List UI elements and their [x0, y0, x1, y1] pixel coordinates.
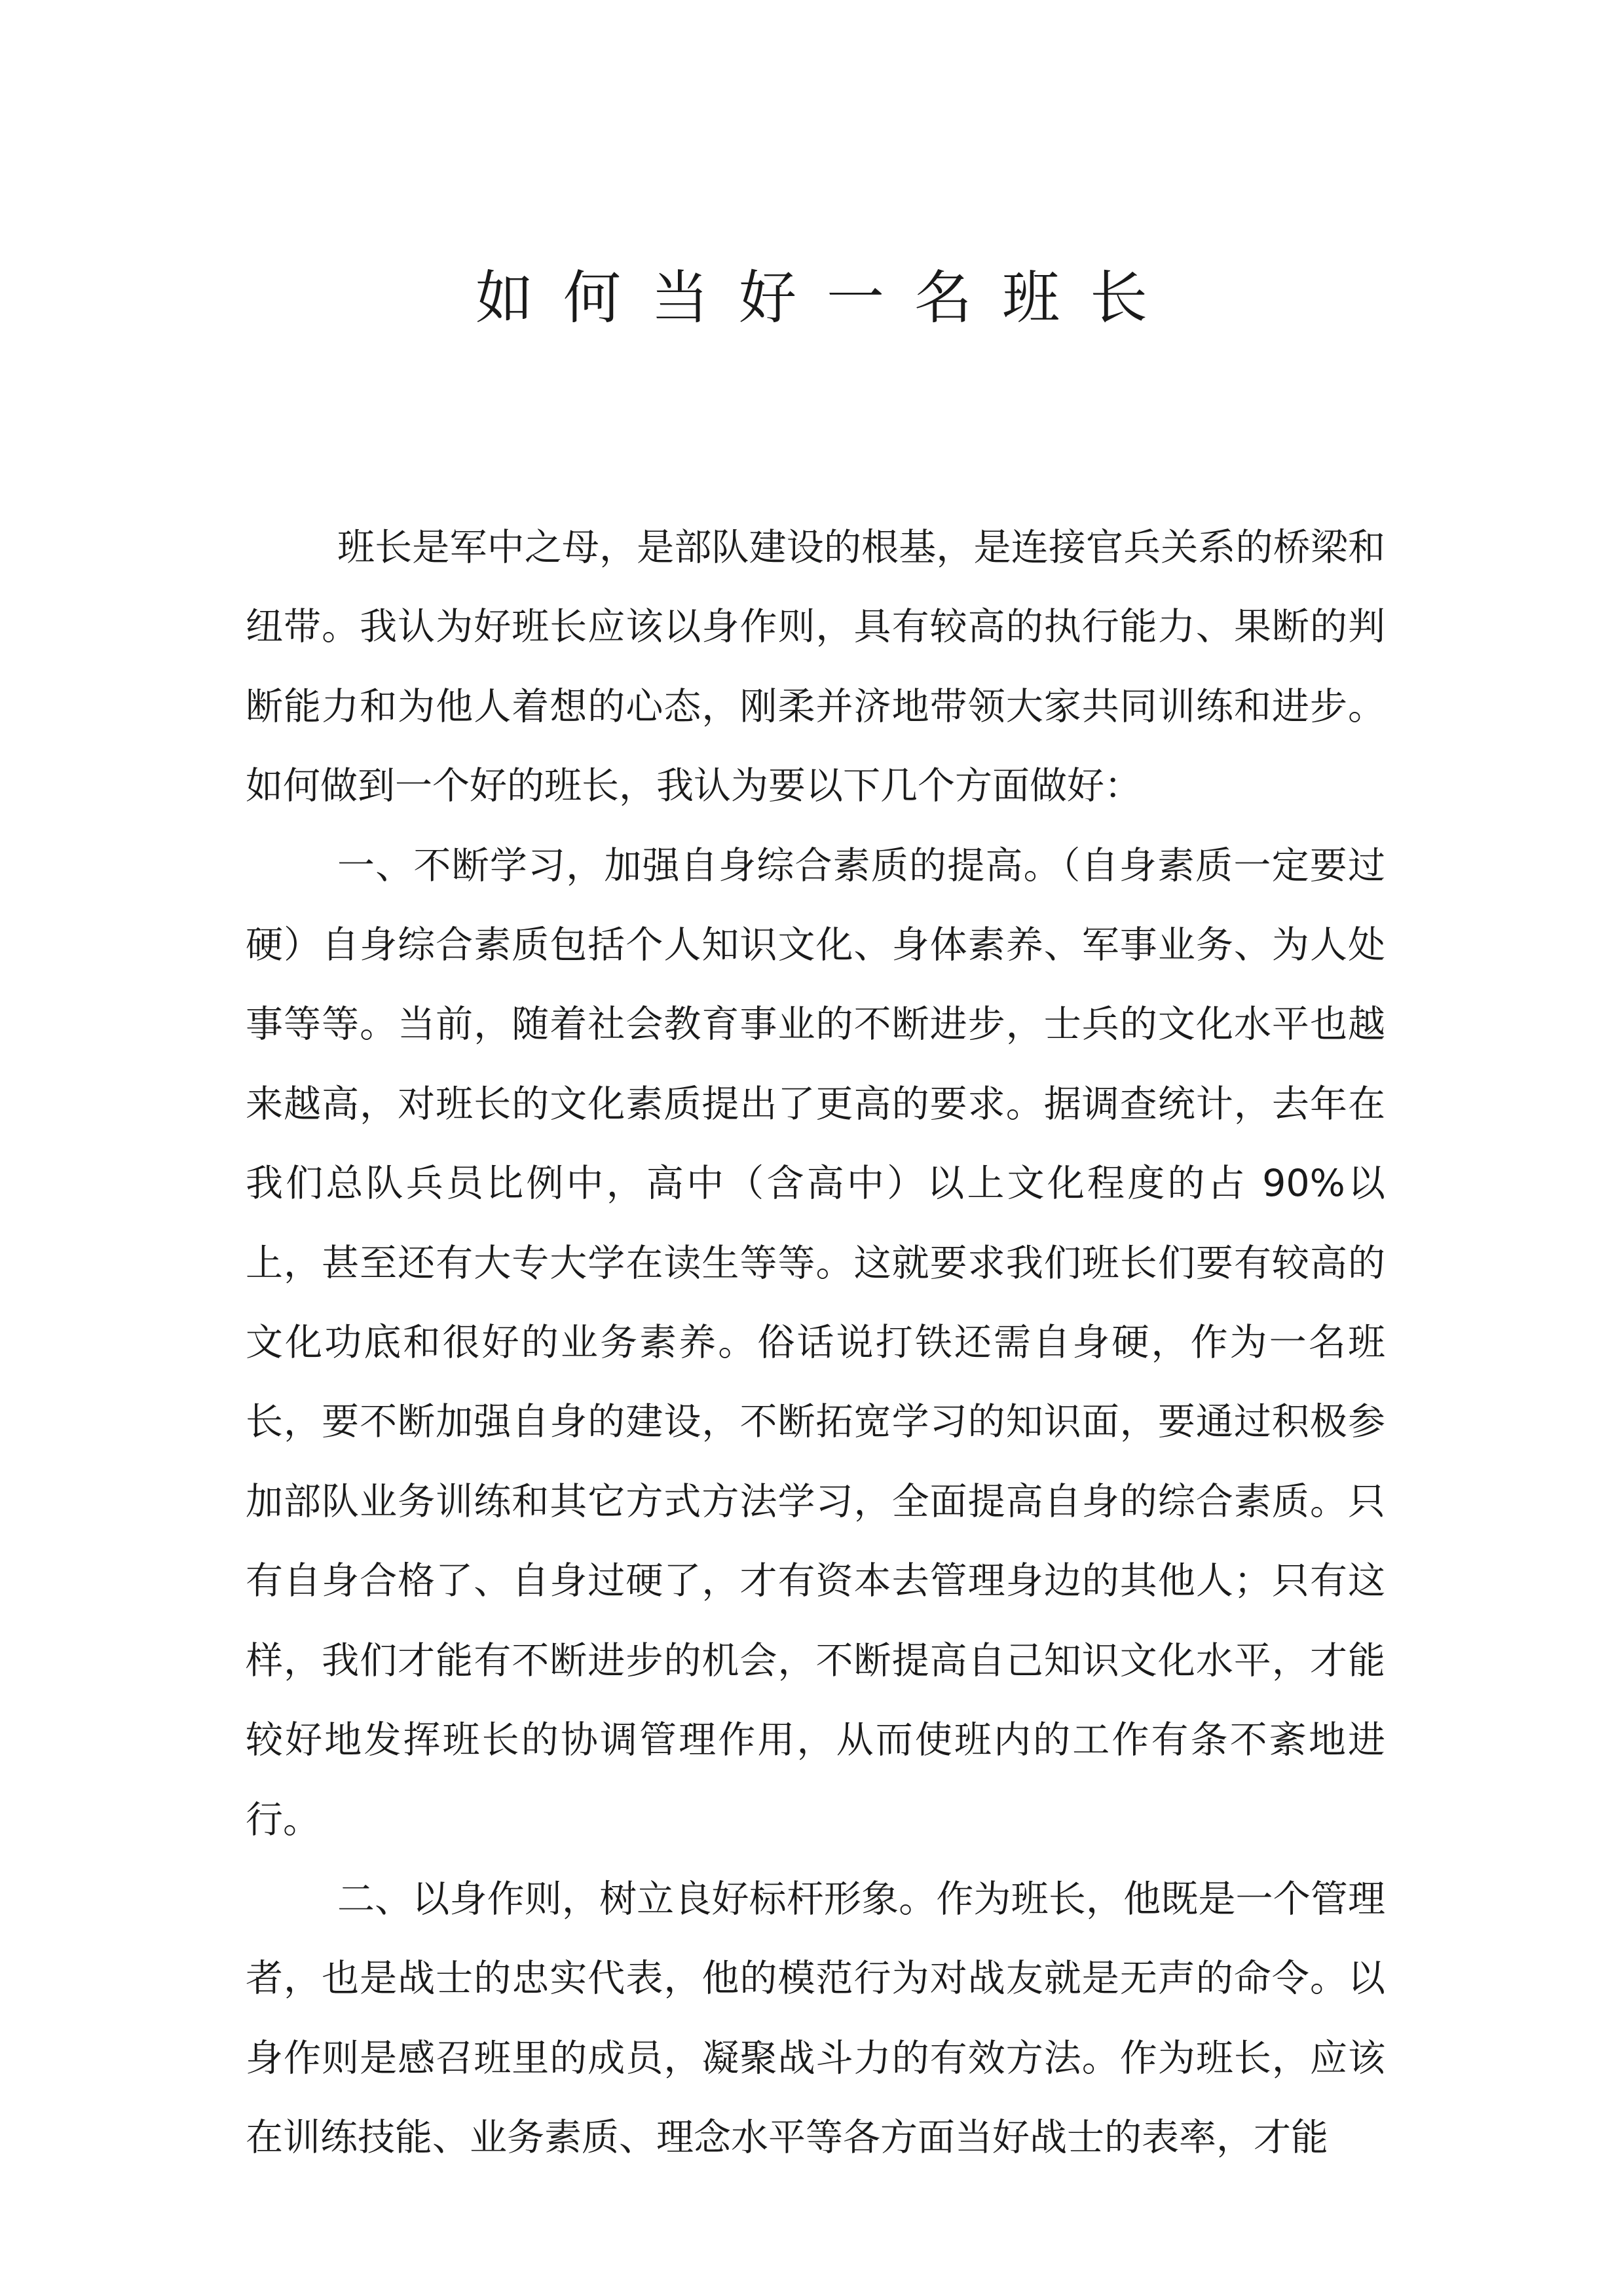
paragraph-intro: 班长是军中之母，是部队建设的根基，是连接官兵关系的桥梁和纽带。我认为好班长应该以身作则，具有较高的执行能力、果断的判断能力和为他人着想的心态，刚柔并济地带领大家共同训练和进步。如何做到一个好的班长，我认为要以下几个方面做好：	[246, 526, 1385, 808]
paragraph-point-one: 一、不断学习，加强自身综合素质的提高。（自身素质一定要过硬）自身综合素质包括个人知识文化、身体素养、军事业务、为人处事等等。当前，随着社会教育事业的不断进步，士兵的文化水平也越来越高，对班长的文化素质提出了更高的要求。据调查统计，去年在我们总队兵员比例中，高中（含高中）以上文化程度的占 90%以上，甚至还有大专大学在读生等等。这就要求我们班长们要有较高的文化功底和很好的业务素养。俗话说打铁还需自身硬，作为一名班长，要不断加强自身的建设，不断拓宽学习的知识面，要通过积极参加部队业务训练和其它方式方法学习，全面提高自身的综合素质。只有自身合格了、自身过硬了，才有资本去管理身边的其他人；只有这样，我们才能有不断进步的机会，不断提高自己知识文化水平，才能较好地发挥班长的协调管理作用，从而使班内的工作有条不紊地进行。	[246, 843, 1385, 1842]
paragraph-point-two: 二、以身作则，树立良好标杆形象。作为班长，他既是一个管理者，也是战士的忠实代表，他的模范行为对战友就是无声的命令。以身作则是感召班里的成员，凝聚战斗力的有效方法。作为班长，应该在训练技能、业务素质、理念水平等各方面当好战士的表率，才能	[246, 1877, 1385, 2160]
page-title: 如何当好一名班长	[475, 264, 1178, 331]
document-body	[246, 508, 1385, 2178]
